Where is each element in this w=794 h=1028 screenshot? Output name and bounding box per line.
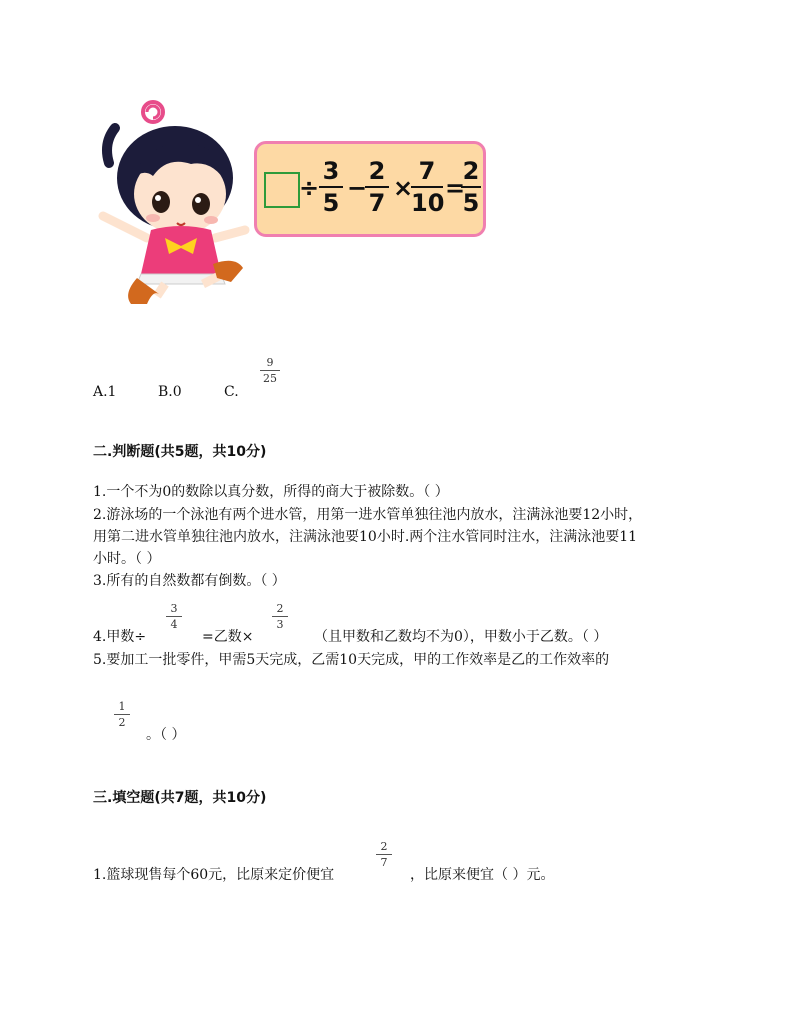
question-text: 1.一个不为0的数除以真分数，所得的商大于被除数。（ ） (93, 484, 449, 500)
question-text: 5.要加工一批零件，甲需5天完成，乙需10天完成，甲的工作效率是乙的工作效率的 (93, 652, 610, 668)
answer-blank-box (264, 172, 300, 208)
q4-fraction-2: 2 3 (272, 602, 288, 631)
option-c-fraction: 9 25 (260, 356, 280, 385)
minus-sign: − (347, 174, 368, 202)
equation-fraction: 2 7 (365, 158, 389, 216)
question-text: ，比原来便宜（ ）元。 (410, 867, 555, 883)
question-text: 2.游泳场的一个泳池有两个进水管，用第一进水管单独往池内放水，注满泳池要12小时， (93, 507, 643, 523)
equation-card (254, 141, 486, 237)
equation-fraction: 3 5 (319, 158, 343, 216)
question-text: 4.甲数÷ (93, 629, 147, 645)
option-a: A.1 (93, 384, 117, 400)
question-text: 小时。（ ） (93, 551, 161, 567)
equation-fraction: 2 5 (462, 157, 480, 217)
q5-fraction: 1 2 (114, 700, 130, 729)
divide-sign: ÷ (299, 174, 320, 202)
question-text: 3.所有的自然数都有倒数。（ ） (93, 573, 286, 589)
question-text: 。（ ） (146, 727, 186, 743)
q-fill-fraction: 2 7 (376, 840, 392, 869)
option-c: C. (224, 384, 239, 400)
equals-sign: = (445, 174, 466, 202)
question-text: =乙数× (202, 629, 254, 645)
multiply-sign: × (393, 174, 414, 202)
q4-fraction-1: 3 4 (166, 602, 182, 631)
cartoon-girl-illustration (95, 98, 255, 313)
section-heading-judgment: 二.判断题(共5题，共10分) (93, 444, 267, 460)
question-text: （且甲数和乙数均不为0），甲数小于乙数。（ ） (314, 629, 608, 645)
question-text: 1.篮球现售每个60元，比原来定价便宜 (93, 867, 335, 883)
question-text: 用第二进水管单独往池内放水，注满泳池要10小时.两个注水管同时注水，注满泳池要11 (93, 529, 638, 545)
equation-fraction: 7 10 (411, 157, 445, 217)
option-b: B.0 (158, 384, 182, 400)
section-heading-fill-blank: 三.填空题(共7题，共10分) (93, 790, 267, 806)
